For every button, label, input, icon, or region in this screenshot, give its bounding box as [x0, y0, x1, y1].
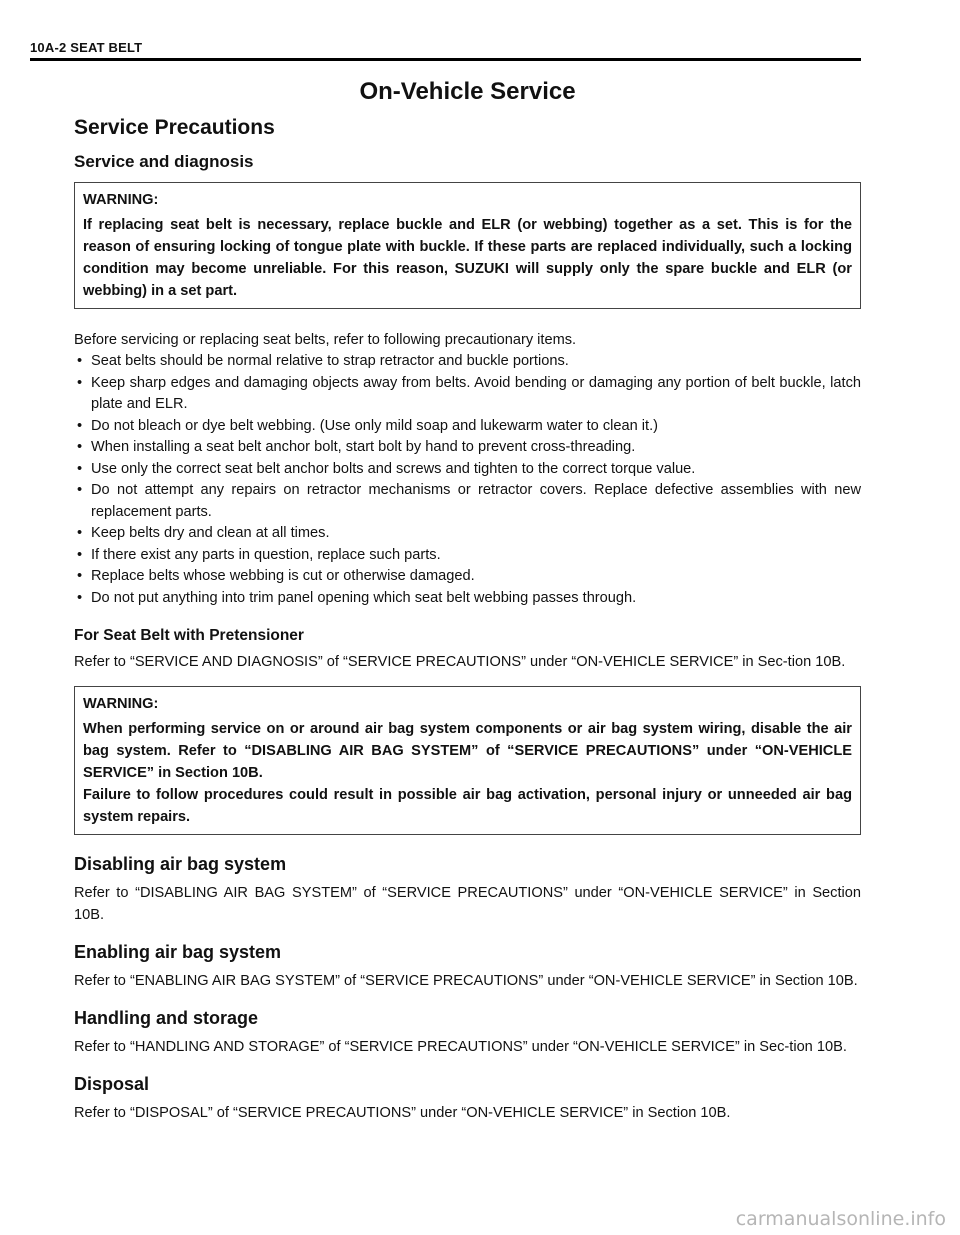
list-item	[74, 373, 861, 416]
bullet-icon: •	[77, 353, 83, 369]
list-item-text: Keep sharp edges and damaging objects away from belts. Avoid bending or damaging any portion of belt buckle, latch plate and ELR.	[91, 374, 861, 412]
list-item	[74, 351, 861, 373]
list-item	[74, 459, 861, 481]
warning-text: If replacing seat belt is necessary, replace buckle and ELR (or webbing) together as a set. This is for the reason of ensuring locking of tongue plate with buckle. If these parts are replaced individually, such a locking condition may become unreliable. For this reason, SUZUKI will supply only the spare buckle and ELR (or webbing) in a set part.	[83, 217, 852, 299]
page-title: On-Vehicle Service	[359, 78, 576, 105]
list-item-text: When installing a seat belt anchor bolt, start bolt by hand to prevent cross-threading.	[91, 439, 636, 455]
disposal-text: Refer to “DISPOSAL” of “SERVICE PRECAUTIONS” under “ON-VEHICLE SERVICE” in Section 10B.	[74, 1105, 731, 1121]
list-item	[74, 566, 861, 588]
header-rule	[30, 58, 861, 61]
list-item-text: Replace belts whose webbing is cut or otherwise damaged.	[91, 568, 475, 584]
warning-box-seat-belt	[74, 182, 861, 309]
list-item	[74, 588, 861, 610]
page-header: 10A-2 SEAT BELT	[30, 40, 143, 55]
service-diagnosis-heading: Service and diagnosis	[74, 152, 254, 171]
bullet-icon: •	[77, 525, 83, 541]
list-item	[74, 416, 861, 438]
list-item-text: Keep belts dry and clean at all times.	[91, 525, 330, 541]
disabling-text: Refer to “DISABLING AIR BAG SYSTEM” of “SERVICE PRECAUTIONS” under “ON-VEHICLE SERVICE” in Section 10B.	[74, 885, 861, 923]
bullet-icon: •	[77, 439, 83, 455]
handling-heading: Handling and storage	[74, 1008, 259, 1028]
list-item-text: Use only the correct seat belt anchor bolts and screws and tighten to the correct torque value.	[91, 460, 696, 477]
list-item	[74, 480, 861, 523]
enabling-heading: Enabling air bag system	[74, 942, 282, 962]
list-item	[74, 523, 861, 545]
bullet-icon: •	[77, 568, 83, 584]
list-item-text: Do not bleach or dye belt webbing. (Use only mild soap and lukewarm water to clean it.)	[91, 417, 659, 434]
list-item-text: Seat belts should be normal relative to strap retractor and buckle portions.	[91, 353, 569, 369]
bullet-icon: •	[77, 417, 83, 434]
warning-label: WARNING:	[83, 696, 159, 712]
bullet-icon: •	[77, 546, 83, 563]
handling-text: Refer to “HANDLING AND STORAGE” of “SERVICE PRECAUTIONS” under “ON-VEHICLE SERVICE” in Sec-tion 10B.	[74, 1039, 847, 1055]
list-item-text: Do not put anything into trim panel opening which seat belt webbing passes through.	[91, 589, 637, 606]
enabling-text: Refer to “ENABLING AIR BAG SYSTEM” of “SERVICE PRECAUTIONS” under “ON-VEHICLE SERVICE” in Section 10B.	[74, 973, 858, 989]
list-item-text: If there exist any parts in question, replace such parts.	[91, 546, 441, 563]
warning-text: When performing service on or around air bag system components or air bag system wiring, disable the air bag system. Refer to “DISABLING AIR BAG SYSTEM” of “SERVICE PRECAUTIONS” under “ON-VEHICLE SERVICE” in Section 10B.	[83, 721, 852, 781]
precaution-intro: Before servicing or replacing seat belts, refer to following precautionary items.	[74, 332, 577, 348]
bullet-icon: •	[77, 374, 83, 391]
bullet-icon: •	[77, 589, 83, 606]
precaution-list	[74, 351, 861, 609]
watermark: carmanualsonline.info	[735, 1208, 946, 1230]
disabling-heading: Disabling air bag system	[74, 854, 287, 874]
bullet-icon: •	[77, 460, 83, 477]
list-item-text: Do not attempt any repairs on retractor mechanisms or retractor covers. Replace defective assemblies with new replacement parts.	[91, 482, 861, 520]
disposal-heading: Disposal	[74, 1074, 150, 1094]
bullet-icon: •	[77, 482, 83, 498]
pretensioner-text: Refer to “SERVICE AND DIAGNOSIS” of “SERVICE PRECAUTIONS” under “ON-VEHICLE SERVICE” in Sec-tion 10B.	[74, 654, 846, 670]
warning-label: WARNING:	[83, 192, 159, 208]
warning-box-air-bag	[74, 686, 861, 835]
document-body	[74, 75, 861, 1124]
list-item	[74, 545, 861, 567]
section-title: Service Precautions	[74, 116, 275, 139]
warning-text-2: Failure to follow procedures could result in possible air bag activation, personal injury or unneeded air bag system repairs.	[83, 787, 852, 825]
pretensioner-heading: For Seat Belt with Pretensioner	[74, 627, 304, 644]
list-item	[74, 437, 861, 459]
